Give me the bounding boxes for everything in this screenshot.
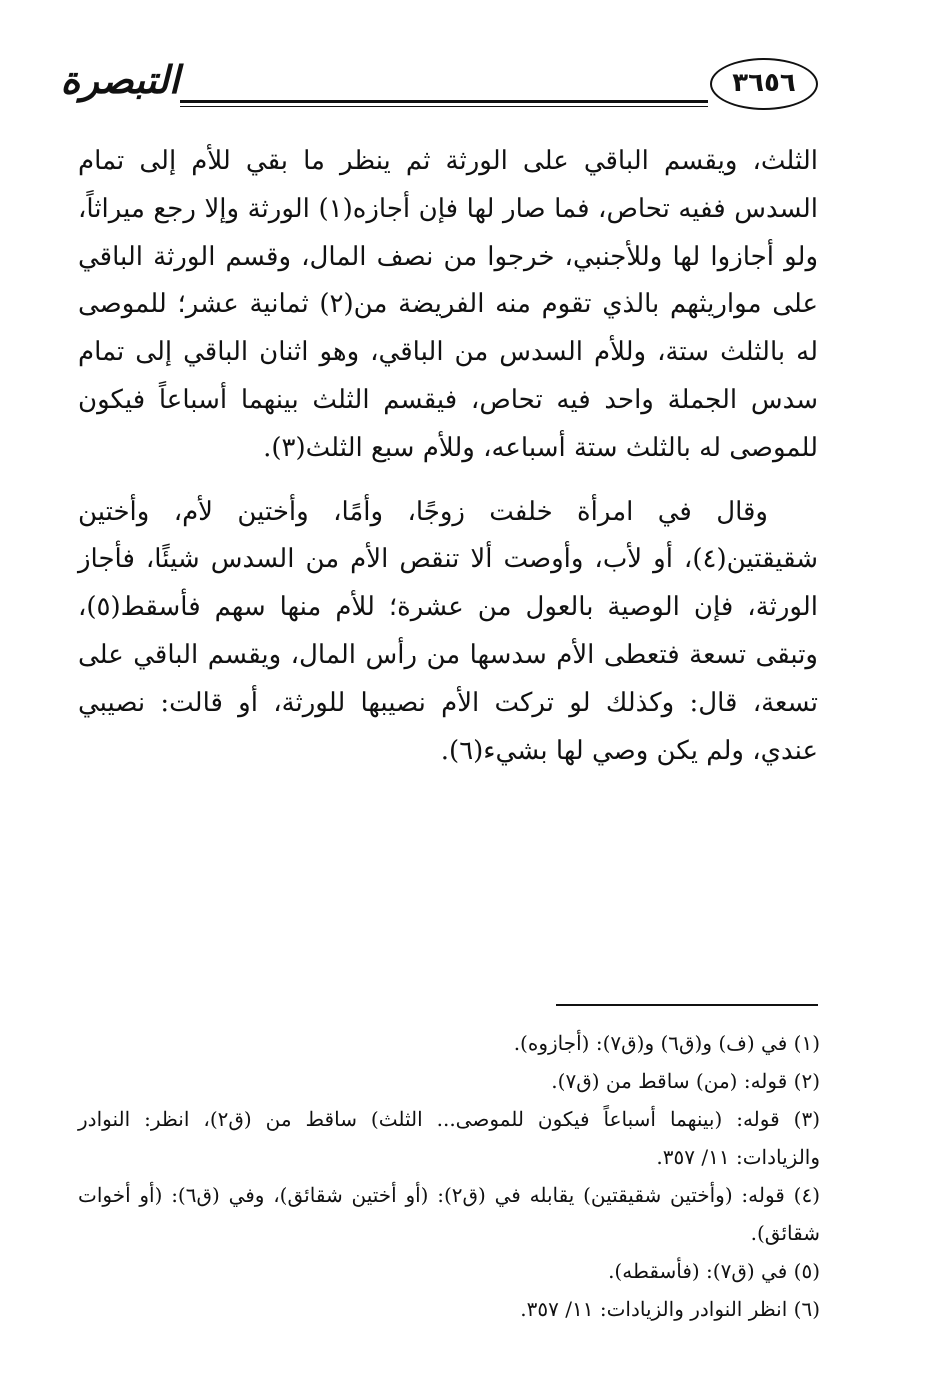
footnote-5: (٥) في (ق٧): (فأسقطه).: [608, 1259, 820, 1283]
header-rule-thin: [180, 106, 708, 107]
footnote-1: (١) في (ف) و(ق٦) و(ق٧): (أجازوه).: [513, 1031, 820, 1055]
book-title: التبصرة: [60, 58, 180, 102]
main-text: [78, 138, 818, 775]
paragraph-1: الثلث، ويقسم الباقي على الورثة ثم ينظر ما بقي للأم إلى تمام السدس ففيه تحاص، فما صار لها فإن أجازه(١) الورثة وإلا رجع ميراثاً، ولو أجازوا لها وللأجنبي، خرجوا من نصف المال، وقسم الورثة الباقي على مواريثهم بالذي تقوم منه الفريضة من(٢) ثمانية عشر؛ للموصى له بالثلث ستة، وللأم السدس من الباقي، وهو اثنان الباقي إلى تمام سدس الجملة واحد فيه تحاص، فيقسم الثلث بينهما أسباعاً فيكون للموصى له بالثلث ستة أسباعه، وللأم سبع الثلث(٣).: [78, 146, 818, 463]
header-rule: [180, 100, 708, 103]
paragraph-2: وقال في امرأة خلفت زوجًا، وأمًا، وأختين لأم، وأختين شقيقتين(٤)، أو لأب، وأوصت ألا تنقص الأم من السدس شيئًا، فأجاز الورثة، فإن الوصية بالعول من عشرة؛ للأم منها سهم فأسقط(٥)، وتبقى تسعة فتعطى الأم سدسها من رأس المال، ويقسم الباقي على تسعة، قال: وكذلك لو تركت الأم نصيبها للورثة، أو قالت: نصيبي عندي، ولم يكن وصي لها بشيء(٦).: [78, 496, 818, 766]
page-number: ٣٦٥٦: [732, 68, 796, 98]
footnote-4: (٤) قوله: (وأختين شقيقتين) يقابله في (ق٢): (أو أختين شقائق)، وفي (ق٦): (أو أخوات شقائق).: [78, 1183, 820, 1245]
footnotes: [78, 1024, 820, 1328]
footnote-2: (٢) قوله: (من) ساقط من (ق٧).: [551, 1069, 820, 1093]
footnote-separator: [556, 1004, 818, 1006]
page-header: [60, 48, 818, 118]
footnote-6: (٦) انظر النوادر والزيادات: ١١/ ٣٥٧.: [520, 1297, 820, 1321]
footnote-3: (٣) قوله: (بينهما أسباعاً فيكون للموصى... الثلث) ساقط من (ق٢)، انظر: النوادر والزيادات: ١١/ ٣٥٧.: [78, 1107, 820, 1169]
